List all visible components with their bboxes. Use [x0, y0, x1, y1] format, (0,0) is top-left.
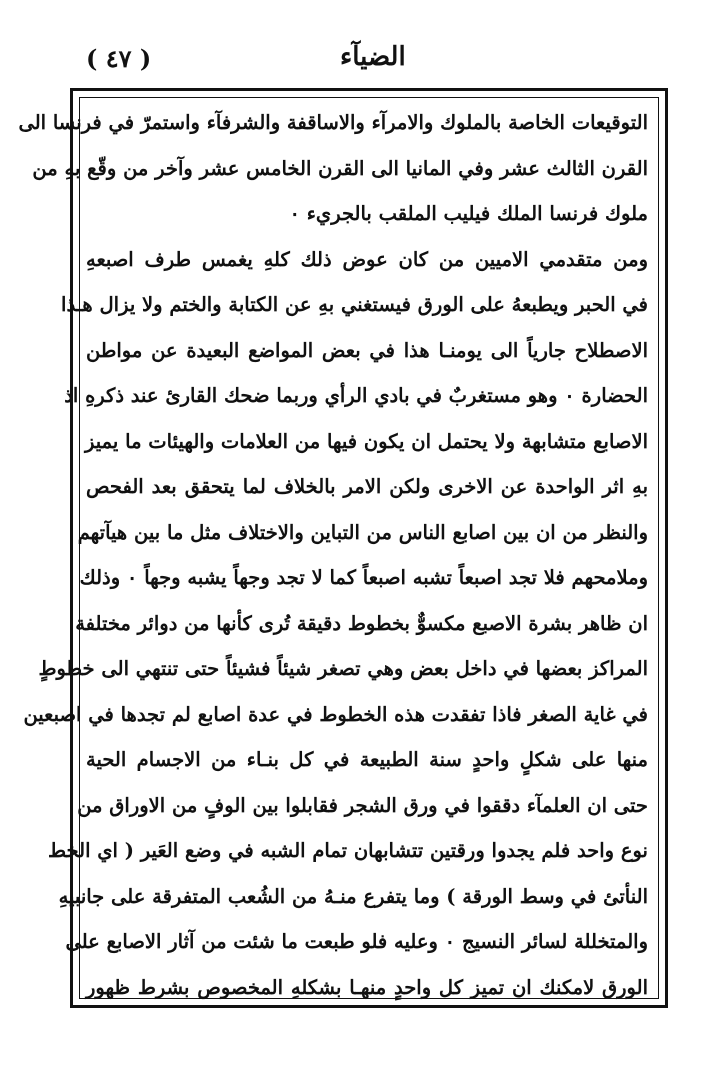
journal-title: الضيآء — [340, 42, 406, 72]
text-line: الاصطلاح جارياً الى يومنـا هذا في بعض المواضع البعيدة عن مواطن — [86, 338, 648, 362]
text-line: ان ظاهر بشرة الاصبع مكسوٌّ بخطوط دقيقة تُرى كأنها من دوائر مختلفة — [75, 611, 648, 635]
page-header — [60, 42, 660, 82]
text-line: المراكز بعضها في داخل بعض وهي تصغر شيئاً فشيئاً حتى تنتهي الى خطوطٍ — [38, 657, 648, 680]
article-text — [18, 100, 648, 1010]
text-line: التوقيعات الخاصة بالملوك والامرآء والاساقفة والشرفآء واستمرّ في فرنسا الى — [18, 111, 648, 134]
text-line: ومن متقدمي الاميين من كان عوض ذلك كلهِ يغمس طرف اصبعهِ — [86, 247, 648, 271]
text-line: الورق لامكنك ان تميز كل واحدٍ منهـا بشكلهِ المخصوص بشرط ظهور — [86, 975, 648, 999]
text-line: في غاية الصغر فاذا تفقدت هذه الخطوط في عدة اصابع لم تجدها في اصبعين — [23, 702, 648, 726]
text-line: حتى ان العلمآء دققوا في ورق الشجر فقابلوا بين الوفٍ من الاوراق من — [77, 793, 648, 817]
text-line: الاصابع متشابهة ولا يحتمل ان يكون فيها من العلامات والهيئات ما يميز — [85, 429, 648, 453]
text-line: ملوك فرنسا الملك فيليب الملقب بالجريء ٠ — [289, 202, 648, 225]
text-line: الحضارة ٠ وهو مستغربٌ في بادي الرأي وربما ضحك القارئ عند ذكرهِ اذ — [64, 384, 648, 407]
text-line: والمتخللة لسائر النسيج ٠ وعليه فلو طبعت ما شئت من آثار الاصابع على — [65, 930, 648, 953]
text-line: نوع واحد فلم يجدوا ورقتين تتشابهان تمام الشبه في وضع العَير ( اي الخط — [48, 839, 648, 862]
text-line: القرن الثالث عشر وفي المانيا الى القرن الخامس عشر وآخر من وقّع بهِ من — [32, 156, 648, 180]
text-line: بهِ اثر الواحدة عن الاخرى ولكن الامر بالخلاف لما يتحقق بعد الفحص — [86, 475, 648, 498]
text-line: في الحبر ويطبعهُ على الورق فيستغني بهِ عن الكتابة والختم ولا يزال هـذا — [61, 293, 648, 316]
text-line: منها على شكلٍ واحدٍ سنة الطبيعة في كل بنـاء من الاجسام الحية — [86, 748, 648, 771]
text-line: وملامحهم فلا تجد اصبعاً تشبه اصبعاً كما لا تجد وجهاً يشبه وجهاً ٠ وذلك — [79, 566, 648, 589]
text-line: والنظر من ان بين اصابع الناس من التباين والاختلاف مثل ما بين هيآتهم — [77, 520, 648, 544]
text-line: النأتئ في وسط الورقة ) وما يتفرع منـهُ من الشُعب المتفرقة على جانبيهِ — [58, 884, 648, 908]
page-number: ( ٤٧ ) — [86, 44, 152, 73]
